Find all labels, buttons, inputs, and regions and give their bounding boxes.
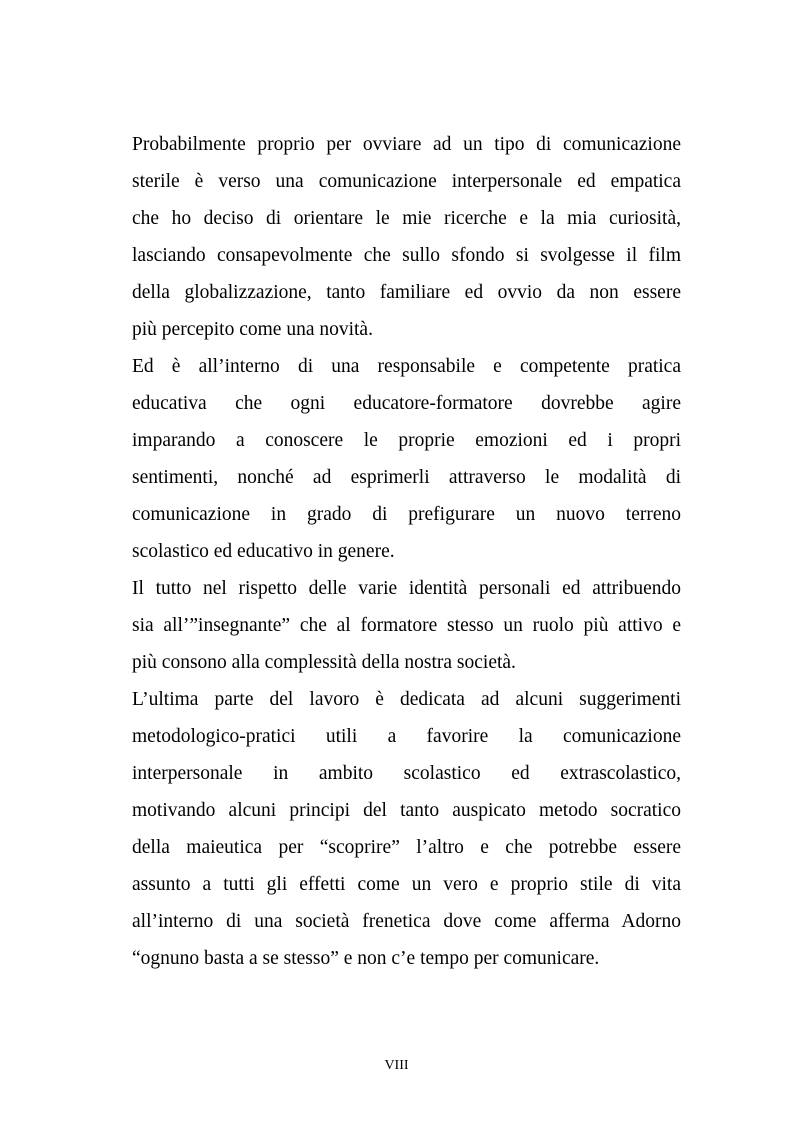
- text-line: educativa che ogni educatore-formatore dovrebbe agire: [132, 393, 681, 414]
- text-line: all’interno di una società frenetica dove come afferma Adorno: [132, 911, 681, 932]
- text-line: comunicazione in grado di prefigurare un nuovo terreno: [132, 504, 681, 525]
- text-line: della maieutica per “scoprire” l’altro e che potrebbe essere: [132, 837, 681, 858]
- page-body: [132, 126, 681, 977]
- text-line: Ed è all’interno di una responsabile e competente pratica: [132, 356, 681, 377]
- text-line: lasciando consapevolmente che sullo sfondo si svolgesse il film: [132, 245, 681, 266]
- text-line: metodologico-pratici utili a favorire la comunicazione: [132, 726, 681, 747]
- paragraph: [132, 681, 681, 977]
- text-line: scolastico ed educativo in genere.: [132, 541, 395, 562]
- paragraph: [132, 348, 681, 570]
- paragraph: [132, 570, 681, 681]
- text-line: “ognuno basta a se stesso” e non c’e tempo per comunicare.: [132, 948, 600, 969]
- text-line: della globalizzazione, tanto familiare ed ovvio da non essere: [132, 282, 681, 303]
- text-line: L’ultima parte del lavoro è dedicata ad alcuni suggerimenti: [132, 689, 681, 710]
- page-number: VIII: [384, 1058, 409, 1073]
- text-line: sterile è verso una comunicazione interpersonale ed empatica: [132, 171, 681, 192]
- text-line: più percepito come una novità.: [132, 319, 373, 340]
- text-line: Probabilmente proprio per ovviare ad un tipo di comunicazione: [132, 134, 681, 155]
- text-line: che ho deciso di orientare le mie ricerche e la mia curiosità,: [132, 208, 681, 229]
- text-line: imparando a conoscere le proprie emozioni ed i propri: [132, 430, 681, 451]
- paragraph: [132, 126, 681, 348]
- text-line: più consono alla complessità della nostra società.: [132, 652, 516, 673]
- text-line: assunto a tutti gli effetti come un vero e proprio stile di vita: [132, 874, 681, 895]
- text-line: Il tutto nel rispetto delle varie identità personali ed attribuendo: [132, 578, 681, 599]
- text-line: sentimenti, nonché ad esprimerli attraverso le modalità di: [132, 467, 681, 488]
- text-line: motivando alcuni principi del tanto auspicato metodo socratico: [132, 800, 681, 821]
- text-line: sia all’”insegnante” che al formatore stesso un ruolo più attivo e: [132, 615, 681, 636]
- text-line: interpersonale in ambito scolastico ed extrascolastico,: [132, 763, 681, 784]
